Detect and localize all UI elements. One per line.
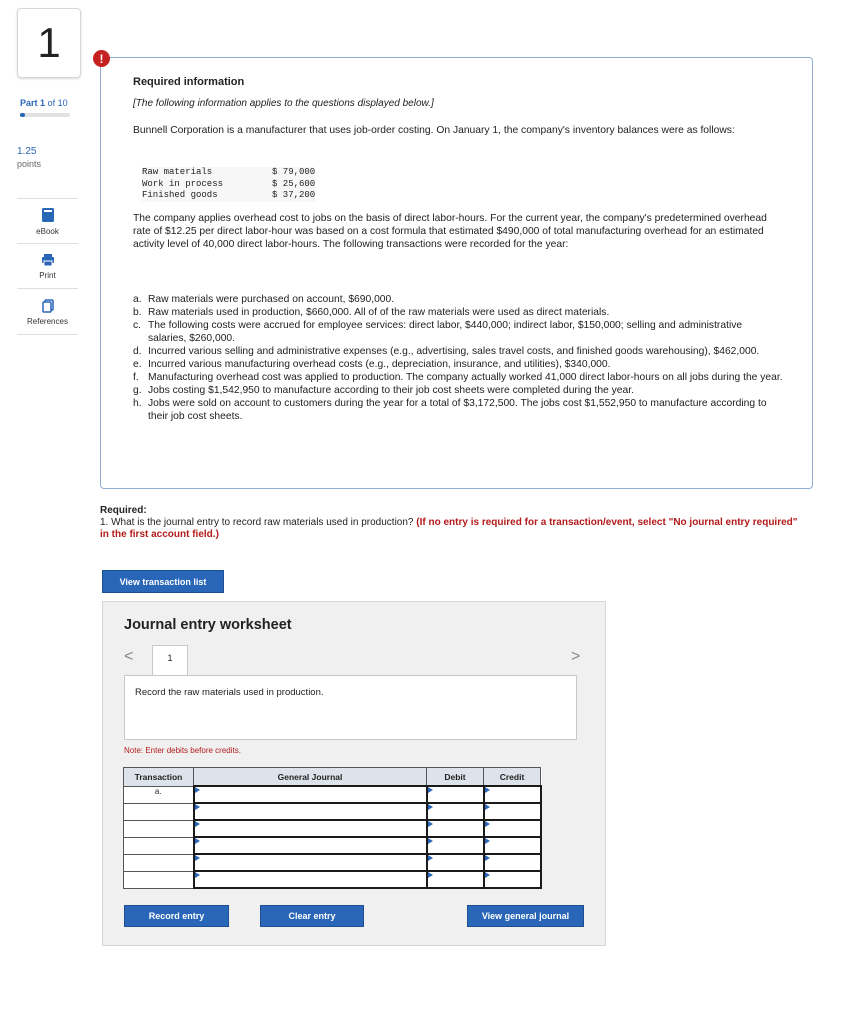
input-marker-icon	[428, 855, 433, 861]
transaction-cell	[124, 854, 194, 871]
inventory-amount: $ 37,200	[272, 190, 316, 200]
transaction-text: Incurred various manufacturing overhead costs (e.g., depreciation, insurance, and utilities), $340,000.	[148, 359, 611, 370]
record-entry-button[interactable]: Record entry	[124, 905, 229, 927]
inventory-row	[142, 167, 315, 179]
part-indicator	[20, 98, 68, 108]
transaction-label: f.	[133, 372, 139, 383]
part-of: of 10	[47, 98, 68, 108]
journal-header-row	[124, 768, 541, 787]
credit-input[interactable]	[484, 786, 541, 803]
dropdown-marker-icon	[195, 855, 200, 861]
debits-note: Note: Enter debits before credits.	[124, 746, 241, 755]
required-question: 1. What is the journal entry to record raw materials used in production?	[100, 517, 414, 528]
debit-input[interactable]	[427, 854, 484, 871]
dropdown-marker-icon	[195, 804, 200, 810]
input-marker-icon	[485, 787, 490, 793]
input-marker-icon	[485, 872, 490, 878]
transaction-item	[133, 384, 783, 397]
required-section	[100, 505, 800, 541]
transaction-label: a.	[133, 294, 142, 305]
input-marker-icon	[428, 787, 433, 793]
transaction-label: e.	[133, 359, 142, 370]
entry-description-box	[124, 675, 577, 740]
worksheet-title: Journal entry worksheet	[124, 617, 292, 633]
transaction-label: g.	[133, 385, 142, 396]
inventory-name: Finished goods	[142, 190, 218, 200]
entry-tab-1[interactable]: 1	[152, 645, 188, 676]
account-select[interactable]	[194, 803, 427, 820]
debit-input[interactable]	[427, 837, 484, 854]
ebook-button[interactable]	[17, 198, 78, 244]
progress-bar	[20, 113, 70, 117]
info-subtitle: [The following information applies to the questions displayed below.]	[133, 98, 434, 109]
next-entry-chevron-icon[interactable]: >	[571, 648, 581, 665]
transaction-item	[133, 371, 783, 384]
inventory-row	[142, 190, 315, 202]
overhead-paragraph: The company applies overhead cost to jobs on the basis of direct labor-hours. For the current year, the company's predetermined overhead rate of $12.25 per direct labor-hour was based on a cost formula that estimated $490,000 of total manufacturing overhead for an estimated activity level of 40,000 direct labor-hours. The following transactions were recorded for the year:	[133, 213, 767, 250]
clear-entry-button[interactable]: Clear entry	[260, 905, 364, 927]
transaction-label: d.	[133, 346, 142, 357]
journal-row	[124, 786, 541, 803]
dropdown-marker-icon	[195, 787, 200, 793]
references-label: References	[27, 316, 68, 326]
inventory-table	[142, 167, 315, 202]
input-marker-icon	[428, 821, 433, 827]
info-intro: Bunnell Corporation is a manufacturer that uses job-order costing. On January 1, the company's inventory balances were as follows:	[133, 125, 735, 136]
transaction-label: b.	[133, 307, 142, 318]
debit-input[interactable]	[427, 820, 484, 837]
journal-row	[124, 854, 541, 871]
input-marker-icon	[485, 804, 490, 810]
debit-input[interactable]	[427, 803, 484, 820]
required-question-block	[100, 517, 800, 541]
progress-fill	[20, 113, 25, 117]
transaction-label: h.	[133, 398, 142, 409]
info-title: Required information	[133, 76, 245, 88]
dropdown-marker-icon	[195, 821, 200, 827]
required-heading: Required:	[100, 505, 147, 516]
credit-input[interactable]	[484, 871, 541, 888]
inventory-row	[142, 179, 315, 191]
journal-row	[124, 871, 541, 888]
inventory-name: Work in process	[142, 178, 224, 189]
references-button[interactable]	[17, 290, 78, 335]
required-information-box	[100, 57, 813, 489]
transaction-item	[133, 319, 783, 345]
col-general-journal: General Journal	[194, 768, 427, 787]
transaction-text: Jobs costing $1,542,950 to manufacture according to their job cost sheets were completed during the year.	[148, 385, 634, 396]
input-marker-icon	[428, 804, 433, 810]
credit-input[interactable]	[484, 803, 541, 820]
points-label: points	[17, 159, 42, 169]
inventory-amount: $ 79,000	[272, 167, 316, 177]
debit-input[interactable]	[427, 786, 484, 803]
transaction-item	[133, 306, 783, 319]
alert-icon: !	[93, 50, 110, 67]
part-prefix: Part	[20, 98, 38, 108]
transaction-text: Raw materials used in production, $660,000. All of of the raw materials were used as direct materials.	[148, 307, 610, 318]
question-number: 1	[37, 19, 61, 66]
transaction-cell: a.	[124, 786, 194, 803]
journal-row	[124, 803, 541, 820]
transaction-item	[133, 345, 783, 358]
transaction-text: Jobs were sold on account to customers during the year for a total of $3,172,500. The jobs cost $1,552,950 to manufacture according to their job cost sheets.	[148, 398, 767, 422]
credit-input[interactable]	[484, 820, 541, 837]
dropdown-marker-icon	[195, 872, 200, 878]
points-value: 1.25	[17, 146, 37, 157]
input-marker-icon	[428, 872, 433, 878]
view-general-journal-button[interactable]: View general journal	[467, 905, 584, 927]
transaction-cell	[124, 820, 194, 837]
input-marker-icon	[485, 838, 490, 844]
transaction-label: c.	[133, 320, 142, 331]
input-marker-icon	[485, 821, 490, 827]
account-select[interactable]	[194, 837, 427, 854]
transaction-cell	[124, 837, 194, 854]
question-number-card[interactable]	[17, 8, 81, 78]
account-select[interactable]	[194, 854, 427, 871]
previous-entry-chevron-icon[interactable]: <	[124, 648, 134, 665]
debit-input[interactable]	[427, 871, 484, 888]
part-current: 1	[40, 98, 46, 108]
transaction-text: Manufacturing overhead cost was applied to production. The company actually worked 41,000 direct labor-hours on all jobs during the year.	[148, 372, 783, 383]
input-marker-icon	[485, 855, 490, 861]
transaction-cell	[124, 871, 194, 888]
transaction-item	[133, 397, 783, 423]
transaction-text: The following costs were accrued for employee services: direct labor, $440,000; indirect labor, $150,000; selling and administrative salaries, $260,000.	[148, 320, 743, 344]
print-button[interactable]	[17, 244, 78, 289]
account-select[interactable]	[194, 820, 427, 837]
print-label: Print	[39, 270, 56, 280]
required-instruction: (If no entry is required for a transaction/event, select "No journal entry required" in the first account field.)	[100, 517, 798, 540]
transaction-cell	[124, 803, 194, 820]
transaction-list	[133, 293, 783, 423]
entry-description: Record the raw materials used in production.	[135, 687, 324, 698]
book-icon	[41, 207, 55, 223]
dropdown-marker-icon	[195, 838, 200, 844]
col-credit: Credit	[484, 768, 541, 787]
col-debit: Debit	[427, 768, 484, 787]
transaction-item	[133, 293, 783, 306]
transaction-text: Raw materials were purchased on account, $690,000.	[148, 294, 395, 305]
account-select[interactable]	[194, 786, 427, 803]
account-select[interactable]	[194, 871, 427, 888]
ebook-label: eBook	[36, 226, 59, 236]
credit-input[interactable]	[484, 837, 541, 854]
documents-icon	[41, 299, 55, 313]
inventory-amount: $ 25,600	[272, 178, 316, 189]
printer-icon	[41, 253, 55, 267]
transaction-text: Incurred various selling and administrative expenses (e.g., advertising, sales travel costs, and finished goods warehousing), $462,000.	[148, 346, 760, 357]
credit-input[interactable]	[484, 854, 541, 871]
inventory-name: Raw materials	[142, 167, 213, 177]
view-transaction-list-button[interactable]: View transaction list	[102, 570, 224, 593]
journal-table	[123, 767, 542, 889]
transaction-item	[133, 358, 783, 371]
input-marker-icon	[428, 838, 433, 844]
journal-row	[124, 820, 541, 837]
journal-row	[124, 837, 541, 854]
col-transaction: Transaction	[124, 768, 194, 787]
